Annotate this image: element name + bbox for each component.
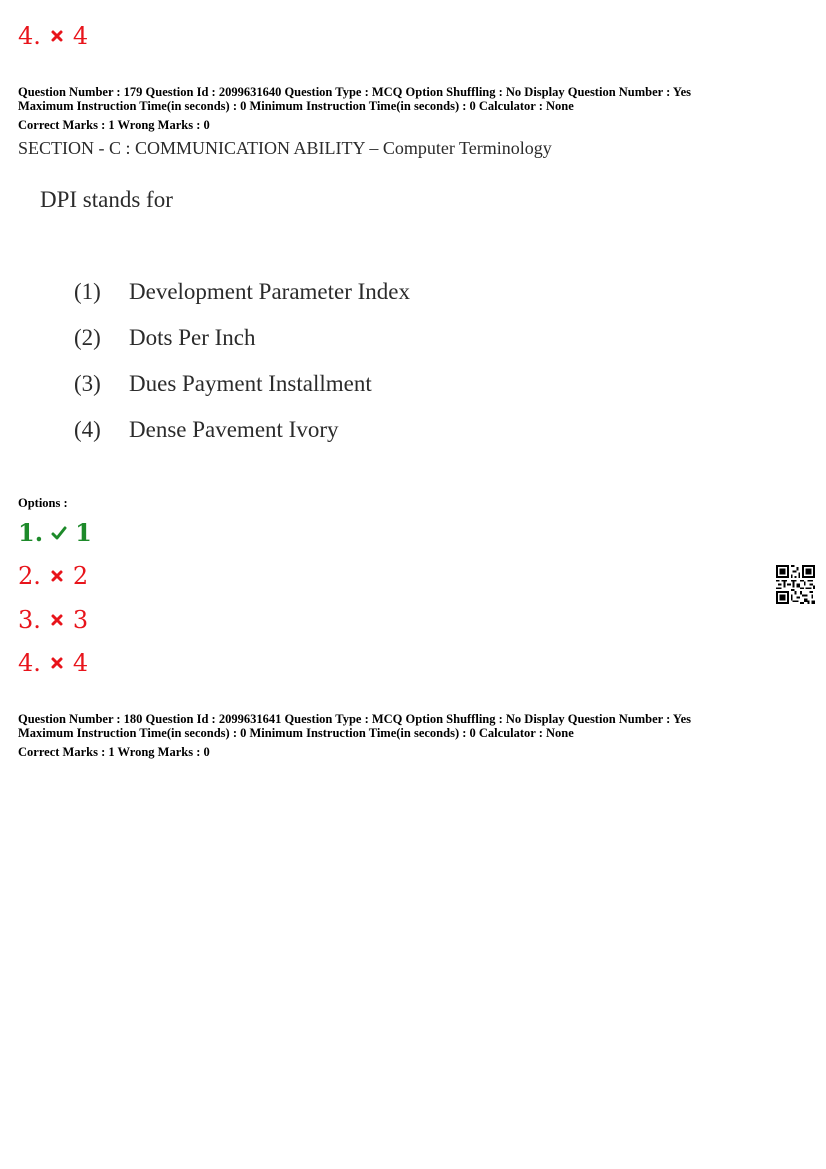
wrong-cross-icon bbox=[49, 28, 65, 44]
option-number: 4. bbox=[18, 22, 41, 50]
section-title: SECTION - C : COMMUNICATION ABILITY – Computer Terminology bbox=[18, 138, 552, 158]
question-marks: Correct Marks : 1 Wrong Marks : 0 bbox=[18, 118, 210, 132]
choice-3 bbox=[74, 370, 372, 398]
question-text: DPI stands for bbox=[40, 187, 173, 212]
choice-1 bbox=[74, 278, 410, 306]
options-label: Options : bbox=[18, 496, 68, 510]
choice-text: Development Parameter Index bbox=[129, 279, 410, 304]
correct-check-icon bbox=[51, 525, 67, 541]
option-1 bbox=[18, 518, 92, 548]
option-value: 2 bbox=[72, 562, 89, 590]
next-question-meta-line2: Maximum Instruction Time(in seconds) : 0 Minimum Instruction Time(in seconds) : 0 Calculator : None bbox=[18, 726, 574, 740]
prev-option-4 bbox=[18, 21, 88, 51]
choice-2 bbox=[74, 324, 255, 352]
option-number: 3. bbox=[18, 606, 41, 634]
choice-number: (4) bbox=[74, 417, 101, 442]
option-value: 4 bbox=[72, 22, 89, 50]
wrong-cross-icon bbox=[49, 612, 65, 628]
wrong-cross-icon bbox=[49, 655, 65, 671]
option-number: 1. bbox=[18, 518, 44, 547]
choice-text: Dots Per Inch bbox=[129, 325, 256, 350]
option-2 bbox=[18, 561, 88, 591]
option-number: 2. bbox=[18, 562, 41, 590]
option-value: 3 bbox=[72, 606, 89, 634]
next-question-meta-line1: Question Number : 180 Question Id : 2099631641 Question Type : MCQ Option Shuffling : No Display Question Number : Yes bbox=[18, 712, 691, 726]
question-meta-line1: Question Number : 179 Question Id : 2099631640 Question Type : MCQ Option Shuffling : No Display Question Number : Yes bbox=[18, 85, 691, 99]
option-4 bbox=[18, 648, 88, 678]
choice-number: (3) bbox=[74, 371, 101, 396]
next-question-marks: Correct Marks : 1 Wrong Marks : 0 bbox=[18, 745, 210, 759]
choice-text: Dense Pavement Ivory bbox=[129, 417, 339, 442]
choice-number: (1) bbox=[74, 279, 101, 304]
option-value: 1 bbox=[75, 518, 92, 547]
choice-number: (2) bbox=[74, 325, 101, 350]
option-3 bbox=[18, 605, 88, 635]
choice-text: Dues Payment Installment bbox=[129, 371, 372, 396]
wrong-cross-icon bbox=[49, 568, 65, 584]
option-number: 4. bbox=[18, 649, 41, 677]
qr-code-icon bbox=[776, 565, 815, 604]
option-value: 4 bbox=[72, 649, 89, 677]
choice-4 bbox=[74, 416, 339, 444]
question-meta-line2: Maximum Instruction Time(in seconds) : 0 Minimum Instruction Time(in seconds) : 0 Calculator : None bbox=[18, 99, 574, 113]
